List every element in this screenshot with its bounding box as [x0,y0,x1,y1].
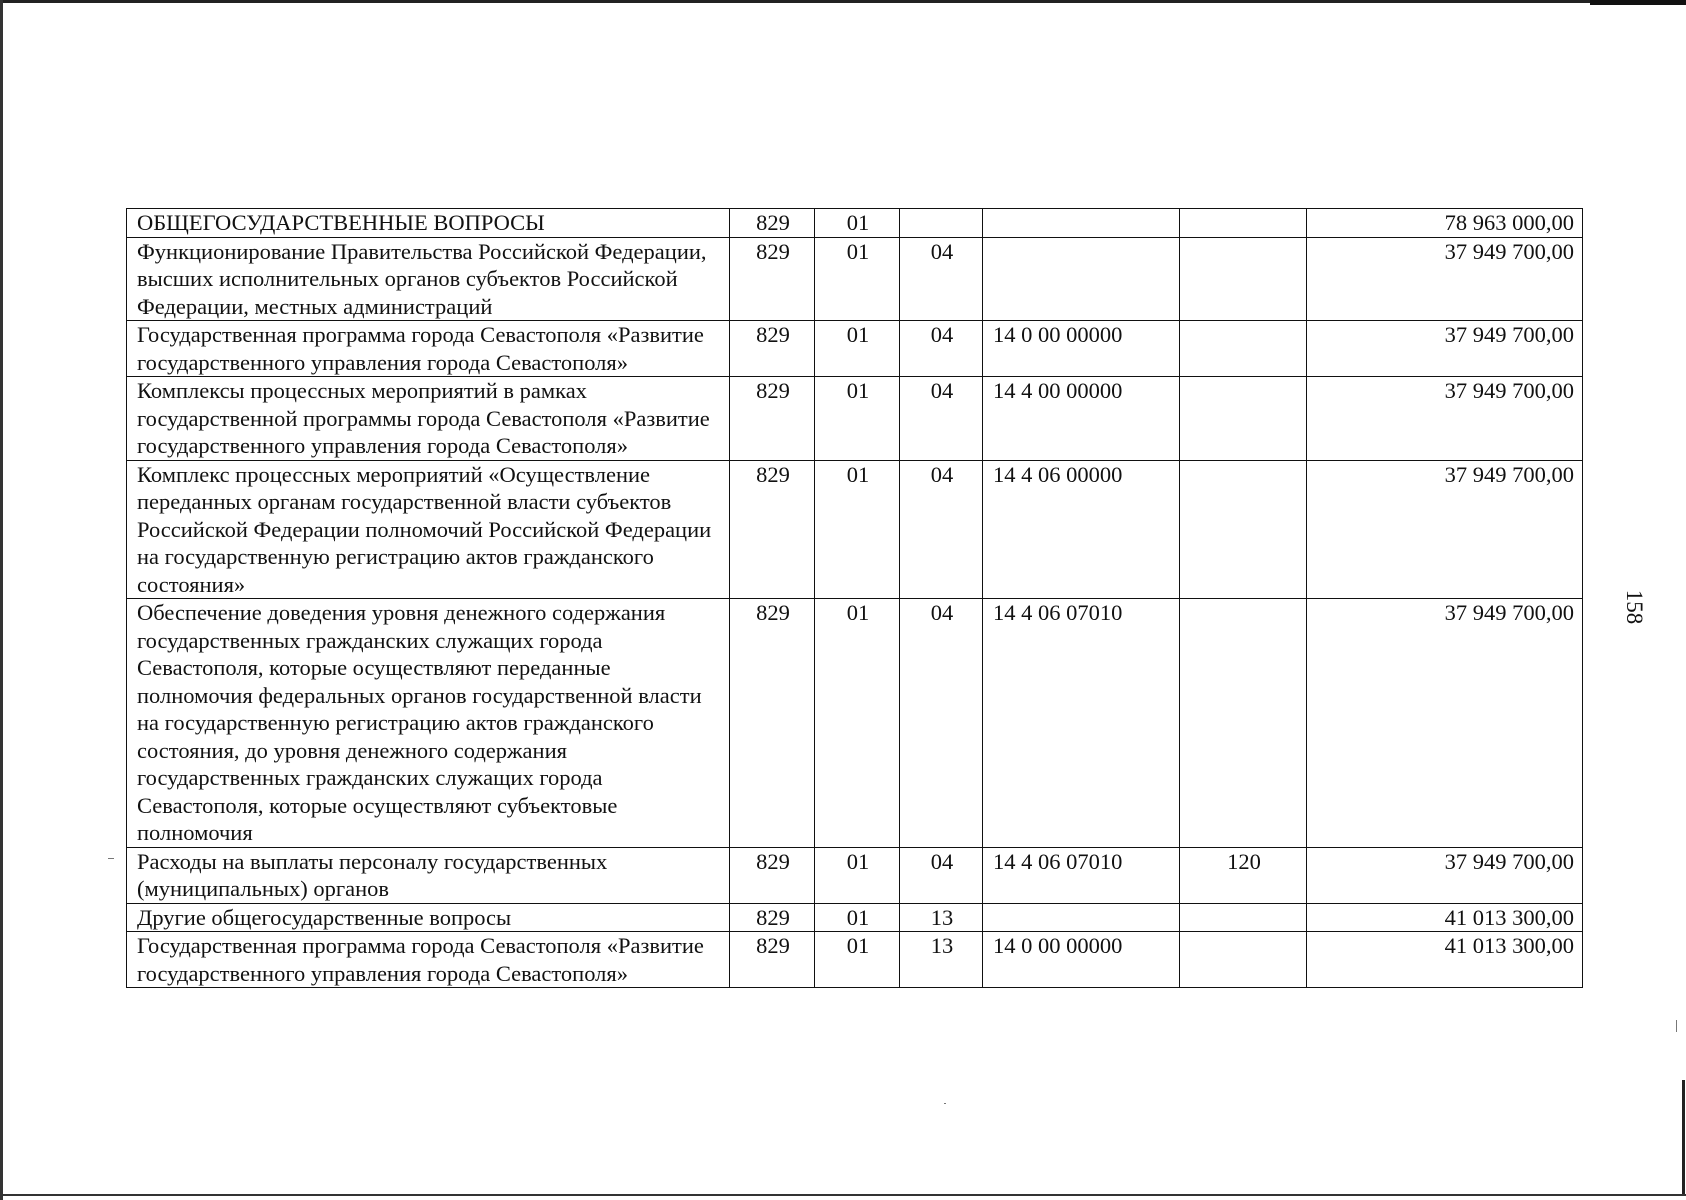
row-section: 01 [815,377,900,461]
row-subsection: 04 [900,460,983,599]
row-name: Расходы на выплаты персоналу государственных (муниципальных) органов [127,847,730,903]
row-section: 01 [815,847,900,903]
row-name: Функционирование Правительства Российской Федерации, высших исполнительных органов субъектов Российской Федерации, местных администраций [127,237,730,321]
scan-speck [944,1103,946,1104]
row-expense-type [1180,321,1307,377]
row-target-article: 14 4 06 07010 [983,847,1180,903]
row-amount: 37 949 700,00 [1307,847,1583,903]
row-section: 01 [815,460,900,599]
row-section: 01 [815,237,900,321]
scan-speck [108,858,114,859]
row-expense-type: 120 [1180,847,1307,903]
row-target-article: 14 0 00 00000 [983,932,1180,988]
row-ministry: 829 [730,932,815,988]
table-row [127,209,1583,238]
row-expense-type [1180,932,1307,988]
row-name: Комплекс процессных мероприятий «Осуществление переданных органам государственной власти субъектов Российской Федерации полномочий Российской Федерации на государственную регистрацию актов гражданского состояния» [127,460,730,599]
row-section: 01 [815,903,900,932]
row-amount: 41 013 300,00 [1307,932,1583,988]
row-expense-type [1180,377,1307,461]
row-amount: 37 949 700,00 [1307,599,1583,848]
row-target-article: 14 4 00 00000 [983,377,1180,461]
row-target-article [983,237,1180,321]
table-row [127,237,1583,321]
scan-edge-top [0,0,1686,3]
row-subsection: 04 [900,847,983,903]
row-ministry: 829 [730,903,815,932]
table-row [127,847,1583,903]
table-row [127,932,1583,988]
row-amount: 37 949 700,00 [1307,460,1583,599]
row-amount: 78 963 000,00 [1307,209,1583,238]
row-expense-type [1180,237,1307,321]
row-ministry: 829 [730,321,815,377]
row-ministry: 829 [730,209,815,238]
row-amount: 37 949 700,00 [1307,321,1583,377]
row-amount: 41 013 300,00 [1307,903,1583,932]
row-subsection: 04 [900,321,983,377]
row-amount: 37 949 700,00 [1307,237,1583,321]
row-subsection [900,209,983,238]
scan-edge-left [0,0,3,1200]
row-subsection: 13 [900,932,983,988]
row-target-article: 14 4 06 00000 [983,460,1180,599]
scan-edge-bottom [0,1194,1686,1196]
table-row [127,460,1583,599]
table-row [127,903,1583,932]
table-row [127,599,1583,848]
row-name: Другие общегосударственные вопросы [127,903,730,932]
row-subsection: 04 [900,599,983,848]
row-section: 01 [815,209,900,238]
row-name: ОБЩЕГОСУДАРСТВЕННЫЕ ВОПРОСЫ [127,209,730,238]
row-ministry: 829 [730,460,815,599]
row-ministry: 829 [730,237,815,321]
row-expense-type [1180,903,1307,932]
row-target-article: 14 4 06 07010 [983,599,1180,848]
row-name: Комплексы процессных мероприятий в рамках государственной программы города Севастополя «Развитие государственного управления города Севастополя» [127,377,730,461]
row-expense-type [1180,460,1307,599]
table-row [127,321,1583,377]
scan-speck [1676,1020,1677,1032]
row-subsection: 13 [900,903,983,932]
row-name: Государственная программа города Севастополя «Развитие государственного управления города Севастополя» [127,321,730,377]
row-name: Обеспечение доведения уровня денежного содержания государственных гражданских служащих города Севастополя, которые осуществляют переданные полномочия федеральных органов государственной власти на государственную регистрацию актов гражданского состояния, до уровня денежного содержания государственных гражданских служащих города Севастополя, которые осуществляют субъектовые полномочия [127,599,730,848]
page-number: 158 [1622,589,1647,625]
row-subsection: 04 [900,377,983,461]
row-target-article [983,903,1180,932]
row-subsection: 04 [900,237,983,321]
row-ministry: 829 [730,377,815,461]
row-expense-type [1180,599,1307,848]
scan-edge-right [1682,1080,1685,1194]
row-section: 01 [815,599,900,848]
row-expense-type [1180,209,1307,238]
row-ministry: 829 [730,847,815,903]
row-amount: 37 949 700,00 [1307,377,1583,461]
row-section: 01 [815,321,900,377]
row-target-article: 14 0 00 00000 [983,321,1180,377]
scan-edge-top-right [1590,0,1686,5]
row-ministry: 829 [730,599,815,848]
budget-table [126,208,1583,988]
row-name: Государственная программа города Севастополя «Развитие государственного управления города Севастополя» [127,932,730,988]
table-row [127,377,1583,461]
row-target-article [983,209,1180,238]
row-section: 01 [815,932,900,988]
